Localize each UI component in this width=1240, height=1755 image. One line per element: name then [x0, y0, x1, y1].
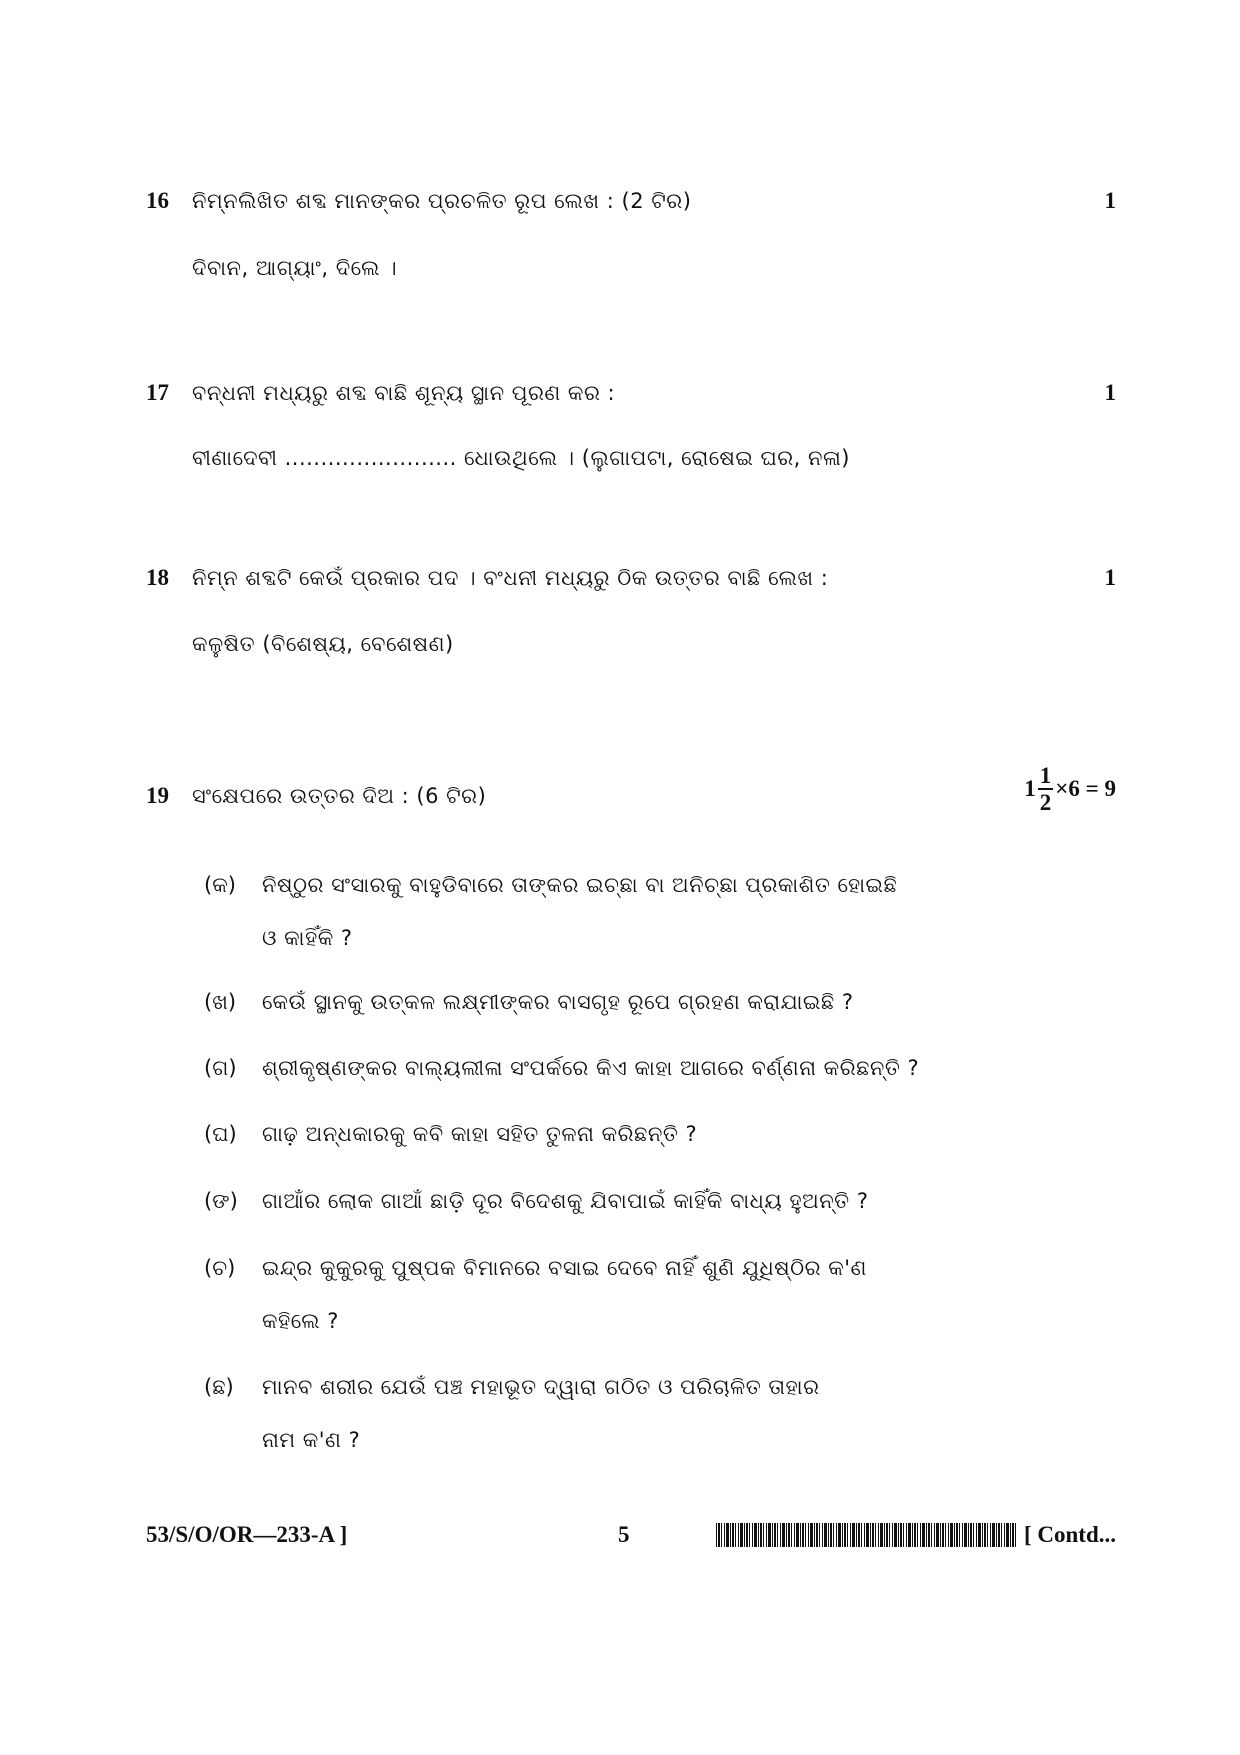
- question-19-marks: [1024, 764, 1116, 814]
- item-chha-line-1: ମାନବ ଶରୀର ଯେଉଁ ପଞ୍ଚ ମହାଭୂତ ଦ୍ୱାରା ଗଠିତ ଓ ପରିଚାଳିତ ତାହାର: [262, 1375, 820, 1399]
- marks-fraction: [1038, 764, 1054, 814]
- question-17-fill-blank: ବୀଣାଦେବୀ ........................ ଧୋଉଥିଲେ । (ଲୁଗାପଟା, ରୋଷେଇ ଘର, ନଳା): [192, 446, 851, 470]
- fraction-numerator: 1: [1039, 763, 1052, 788]
- item-nga-label: (ଙ): [204, 1189, 238, 1213]
- item-nga-line-1: ଗାଆଁର ଲୋକ ଗାଆଁ ଛାଡ଼ି ଦୂର ବିଦେଶକୁ ଯିବାପାଇଁ କାହିଁକି ବାଧ୍ୟ ହୁଅନ୍ତି ?: [262, 1189, 869, 1213]
- question-17-number: 17: [146, 380, 169, 405]
- question-19-text: ସଂକ୍ଷେପରେ ଉତ୍ତର ଦିଅ : (6 ଟିର): [192, 784, 487, 808]
- item-kha-label: (ଖ): [204, 990, 237, 1014]
- question-18-text: ନିମ୍ନ ଶବ୍ଦଟି କେଉଁ ପ୍ରକାର ପଦ । ବଂଧନୀ ମଧ୍ୟରୁ ଠିକ ଉତ୍ତର ବାଛି ଲେଖ :: [192, 566, 829, 590]
- item-ka-label: (କ): [204, 873, 236, 897]
- question-17-text: ବନ୍ଧନୀ ମଧ୍ୟରୁ ଶବ୍ଦ ବାଛି ଶୂନ୍ୟ ସ୍ଥାନ ପୂରଣ କର :: [192, 381, 616, 405]
- continued-label: [ Contd...: [1023, 1522, 1116, 1547]
- paper-code: 53/S/O/OR—233-A ]: [146, 1522, 348, 1547]
- marks-multiplier: ×6 = 9: [1055, 776, 1116, 801]
- item-cha-line-2: କହିଲେ ?: [262, 1309, 339, 1333]
- item-ka-line-1: ନିଷ୍ଠୁର ସଂସାରକୁ ବାହୁଡିବାରେ ତାଙ୍କର ଇଚ୍ଛା ବା ଅନିଚ୍ଛା ପ୍ରକାଶିତ ହୋଇଛି: [262, 873, 898, 897]
- question-17-marks: 1: [1104, 380, 1116, 405]
- item-kha-line-1: କେଉଁ ସ୍ଥାନକୁ ଉତ୍କଳ ଲକ୍ଷ୍ମୀଙ୍କର ବାସଗୃହ ରୂପେ ଗ୍ରହଣ କରାଯାଇଛି ?: [262, 990, 854, 1014]
- item-chha-line-2: ନାମ କ'ଣ ?: [262, 1428, 361, 1452]
- item-gha-line-1: ଗାଢ଼ ଅନ୍ଧକାରକୁ କବି କାହା ସହିତ ତୁଳନା କରିଛନ୍ତି ?: [262, 1122, 698, 1146]
- footer-right: [716, 1522, 1116, 1548]
- question-16-number: 16: [146, 188, 169, 213]
- question-16-text: ନିମ୍ନଲିଖିତ ଶବ୍ଦ ମାନଙ୍କର ପ୍ରଚଳିତ ରୂପ ଲେଖ : (2 ଟିର): [192, 189, 692, 213]
- question-18-marks: 1: [1104, 565, 1116, 590]
- question-16-words: ଦିବାନ, ଆଗ୍ୟାଂ, ଦିଲେ ।: [192, 256, 398, 280]
- item-chha-label: (ଛ): [204, 1375, 234, 1399]
- item-ka-line-2: ଓ କାହିଁକି ?: [262, 926, 353, 950]
- item-gha-label: (ଘ): [204, 1122, 237, 1146]
- question-18-word: କଳୁଷିତ (ବିଶେଷ୍ୟ, ବେଶେଷଣ): [192, 632, 454, 656]
- item-cha-line-1: ଇନ୍ଦ୍ର କୁକୁରକୁ ପୁଷ୍ପକ ବିମାନରେ ବସାଇ ଦେବେ ନାହିଁ ଶୁଣି ଯୁଧିଷ୍ଠିର କ'ଣ: [262, 1256, 867, 1280]
- marks-whole: 1: [1024, 776, 1036, 801]
- fraction-denominator: 2: [1039, 790, 1052, 815]
- page-number: 5: [618, 1522, 630, 1547]
- question-16-marks: 1: [1104, 188, 1116, 213]
- item-ga-label: (ଗ): [204, 1056, 237, 1080]
- item-cha-label: (ଚ): [204, 1256, 236, 1280]
- page-footer: [146, 1522, 1116, 1554]
- barcode-icon: [716, 1523, 1016, 1547]
- question-19-number: 19: [146, 783, 169, 808]
- question-18-number: 18: [146, 565, 169, 590]
- item-ga-line-1: ଶ୍ରୀକୃଷ୍ଣଙ୍କର ବାଲ୍ୟଲୀଳା ସଂପର୍କରେ କିଏ କାହା ଆଗରେ ବର୍ଣ୍ଣନା କରିଛନ୍ତି ?: [262, 1056, 920, 1080]
